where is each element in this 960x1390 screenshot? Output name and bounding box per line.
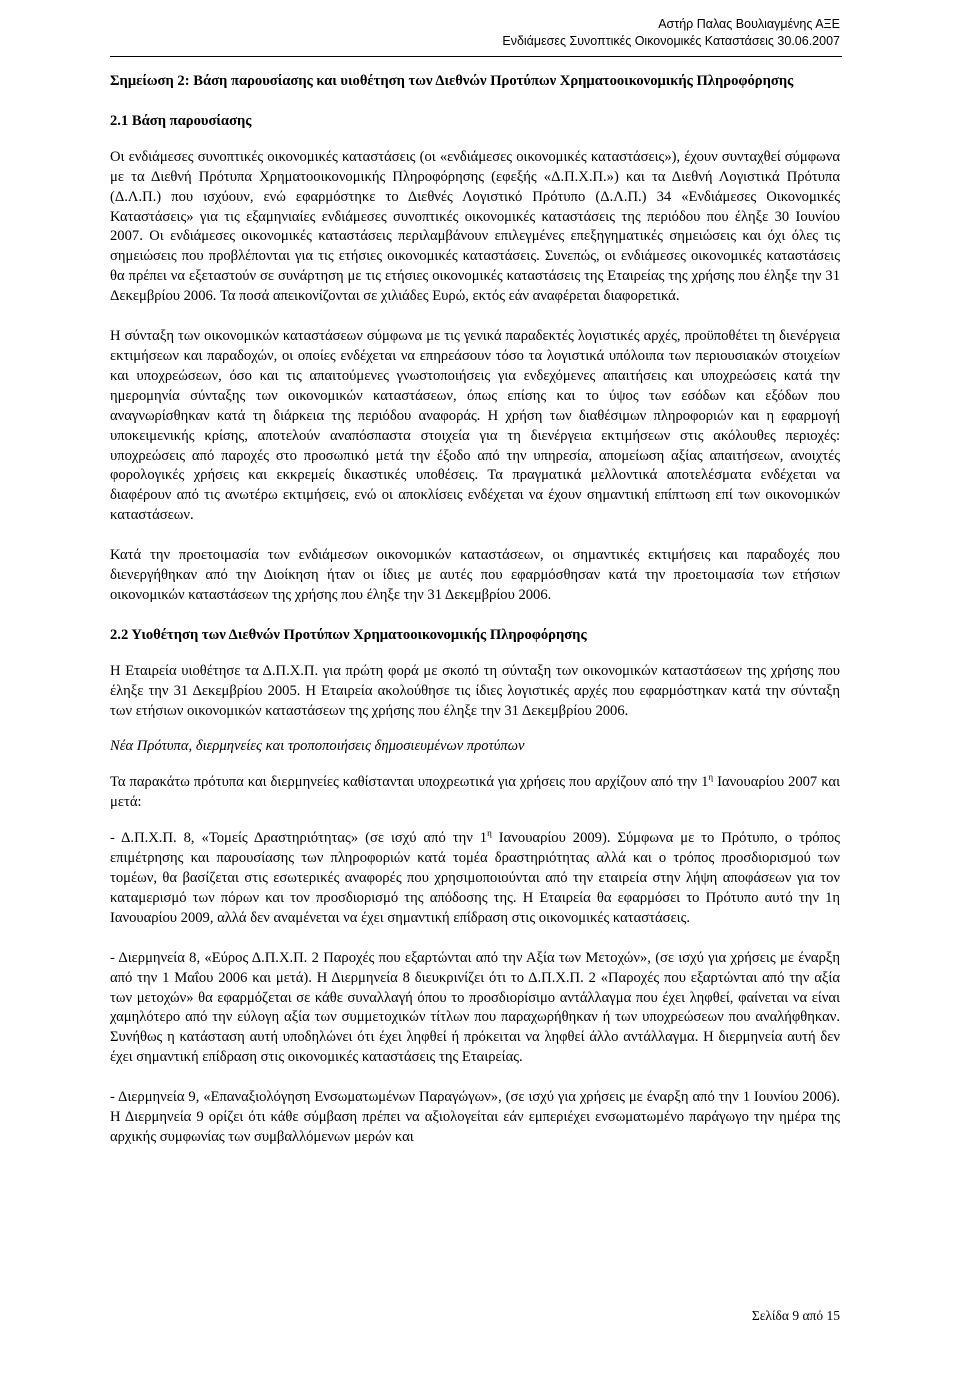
intro-text-b: Ιανουαρίου 2007 και μετά:	[110, 774, 840, 811]
section-2-1-paragraph-2: Η σύνταξη των οικονομικών καταστάσεων σύμφωνα με τις γενικά παραδεκτές λογιστικές αρχές, προϋποθέτει τη διενέργεια εκτιμήσεων και παραδοχών, οι οποίες ενδέχεται να επηρεάσουν τόσο τα λογιστικά υπόλοιπα των περιουσιακών στοιχείων και υποχρεώσεων, όσο και τις απαιτούμενες γνωστοποιήσεις για ενδεχόμενες απαιτήσεις και υποχρεώσεις κατά την ημερομηνία σύνταξης των οικονομικών καταστάσεων, όπως επίσης και το ύψος των εσόδων και εξόδων που αναγνωρίσθηκαν κατά τη διάρκεια της περιόδου αναφοράς. Η χρήση των διαθέσιμων πληροφοριών και η εφαρμογή υποκειμενικής κρίσης, αποτελούν αναπόσπαστα στοιχεία για τη διενέργεια εκτιμήσεων στις ακόλουθες περιοχές: υποχρεώσεις από παροχές στο προσωπικό μετά την έξοδο από την υπηρεσία, απομείωση αξίας απαιτήσεων, ανοιχτές φορολογικές χρήσεις και εκκρεμείς δικαστικές υποθέσεις. Τα πραγματικά μελλοντικά αποτελέσματα ενδέχεται να διαφέρουν από τις ανωτέρω εκτιμήσεις, ενώ οι αποκλίσεις ενδέχεται να έχουν σημαντική επίπτωση επί των οικονομικών καταστάσεων.	[110, 328, 840, 524]
page-header	[502, 16, 840, 50]
item1-text-a: - Δ.Π.Χ.Π. 8, «Τομείς Δραστηριότητας» (σε ισχύ από την 1	[110, 830, 488, 847]
new-standards-subtitle: Νέα Πρότυπα, διερμηνείες και τροποποιήσεις δημοσιευμένων προτύπων	[110, 738, 525, 755]
header-rule	[110, 56, 842, 57]
new-standards-intro	[110, 773, 840, 813]
item1-text-b: Ιανουαρίου 2009). Σύμφωνα με το Πρότυπο, ο τρόπος επιμέτρησης και παρουσίασης των πληροφοριών κατά τομέα δραστηριότητας αλλά και ο τρόπος προσδιορισμού των τομέων, θα βασίζεται στις εσωτερικές αναφορές που χρησιμοποιούνται από την εταιρεία στην λήψη αποφάσεων για τον καταμερισμό των πόρων και τον προσδιορισμό της απόδοσης της. Η Εταιρεία θα εφαρμόσει το Πρότυπο αυτό την 1η Ιανουαρίου 2009, αλλά δεν αναμένεται να έχει σημαντική επίδραση στις οικονομικές καταστάσεις.	[110, 830, 840, 926]
item1-superscript: η	[487, 828, 492, 839]
page-number: Σελίδα 9 από 15	[751, 1308, 840, 1323]
section-2-2-heading: 2.2 Υιοθέτηση των Διεθνών Προτύπων Χρηματοοικονομικής Πληροφόρησης	[110, 626, 587, 643]
section-2-1-heading: 2.1 Βάση παρουσίασης	[110, 112, 252, 129]
section-2-1-paragraph-3: Κατά την προετοιμασία των ενδιάμεσων οικονομικών καταστάσεων, οι σημαντικές εκτιμήσεις και παραδοχές που διενεργήθηκαν από την Διοίκηση ήταν οι ίδιες με αυτές που εφαρμόσθησαν κατά την προετοιμασία των ετήσιων οικονομικών καταστάσεων της χρήσης που έληξε την 31 Δεκεμβρίου 2006.	[110, 547, 840, 603]
document-body	[110, 72, 840, 1148]
note-title: Σημείωση 2: Βάση παρουσίασης και υιοθέτηση των Διεθνών Προτύπων Χρηματοοικονομικής Πληροφόρησης	[110, 73, 794, 89]
section-2-2-paragraph-1: Η Εταιρεία υιοθέτησε τα Δ.Π.Χ.Π. για πρώτη φορά με σκοπό τη σύνταξη των οικονομικών καταστάσεων της χρήσης που έληξε την 31 Δεκεμβρίου 2005. Η Εταιρεία ακολούθησε τις ίδιες λογιστικές αρχές που εφαρμόστηκαν κατά την σύνταξη των ετήσιων οικονομικών καταστάσεων της χρήσης που έληξε την 31 Δεκεμβρίου 2006.	[110, 662, 840, 719]
section-2-1-paragraph-1: Οι ενδιάμεσες συνοπτικές οικονομικές καταστάσεις (οι «ενδιάμεσες οικονομικές καταστάσεις»), έχουν συνταχθεί σύμφωνα με τα Διεθνή Πρότυπα Χρηματοοικονομικής Πληροφόρησης (εφεξής «Δ.Π.Χ.Π.») και τα Διεθνή Λογιστικά Πρότυπα (Δ.Λ.Π.) που ισχύουν, ενώ εφαρμόστηκε το Διεθνές Λογιστικό Πρότυπο (Δ.Λ.Π.) 34 «Ενδιάμεσες Οικονομικές Καταστάσεις» για τις εξαμηνιαίες ενδιάμεσες συνοπτικές οικονομικές καταστάσεις της περιόδου που έληξε 30 Ιουνίου 2007. Οι ενδιάμεσες οικονομικές καταστάσεις περιλαμβάνουν επιλεγμένες επεξηγηματικές σημειώσεις και όχι όλες τις σημειώσεις που προβλέπονται για τις ετήσιες οικονομικές καταστάσεις. Συνεπώς, οι ενδιάμεσες οικονομικές καταστάσεις θα πρέπει να εξεταστούν σε συνάρτηση με τις ετήσιες οικονομικές καταστάσεις της Εταιρείας της χρήσης που έληξε την 31 Δεκεμβρίου 2006. Τα ποσά απεικονίζονται σε χιλιάδες Ευρώ, εκτός εάν αναφέρεται διαφορετικά.	[110, 148, 840, 305]
header-report-title: Ενδιάμεσες Συνοπτικές Οικονομικές Καταστάσεις 30.06.2007	[502, 34, 840, 48]
list-item-ifric-9: - Διερμηνεία 9, «Επαναξιολόγηση Ενσωματωμένων Παραγώγων», (σε ισχύ για χρήσεις με έναρξη από την 1 Ιουνίου 2006). Η Διερμηνεία 9 ορίζει ότι κάθε σύμβαση πρέπει να αξιολογείται εάν εμπεριέχει ενσωματωμένο παράγωγο την ημέρα της αρχικής συμφωνίας των συμβαλλόμενων μερών και	[110, 1089, 840, 1145]
list-item-ifric-8: - Διερμηνεία 8, «Εύρος Δ.Π.Χ.Π. 2 Παροχές που εξαρτώνται από την Αξία των Μετοχών», (σε ισχύ για χρήσεις με έναρξη από την 1 Μαΐου 2006 και μετά). Η Διερμηνεία 8 διευκρινίζει ότι το Δ.Π.Χ.Π. 2 «Παροχές που εξαρτώνται από την αξία των μετοχών» θα εφαρμόζεται σε κάθε συναλλαγή όπου το προσδιορίσιμο αντάλλαγμα που έχει ληφθεί, φαίνεται να είναι χαμηλότερο από την εύλογη αξία των συμμετοχικών τίτλων που παραχωρήθηκαν ή των υποχρεώσεων που αναλήφθηκαν. Συνήθως η κατάσταση αυτή υποδηλώνει ότι έχει ληφθεί ή πρόκειται να ληφθεί άλλο αντάλλαγμα. Η διερμηνεία αυτή δεν έχει σημαντική επίδραση στις οικονομικές καταστάσεις της Εταιρείας.	[110, 949, 840, 1066]
list-item-ifrs-8	[110, 829, 840, 929]
header-company: Αστήρ Παλας Βουλιαγμένης ΑΞΕ	[658, 17, 840, 31]
intro-superscript: η	[708, 772, 714, 783]
intro-text-a: Τα παρακάτω πρότυπα και διερμηνείες καθίστανται υποχρεωτικά για χρήσεις που αρχίζουν από την 1	[110, 774, 709, 791]
